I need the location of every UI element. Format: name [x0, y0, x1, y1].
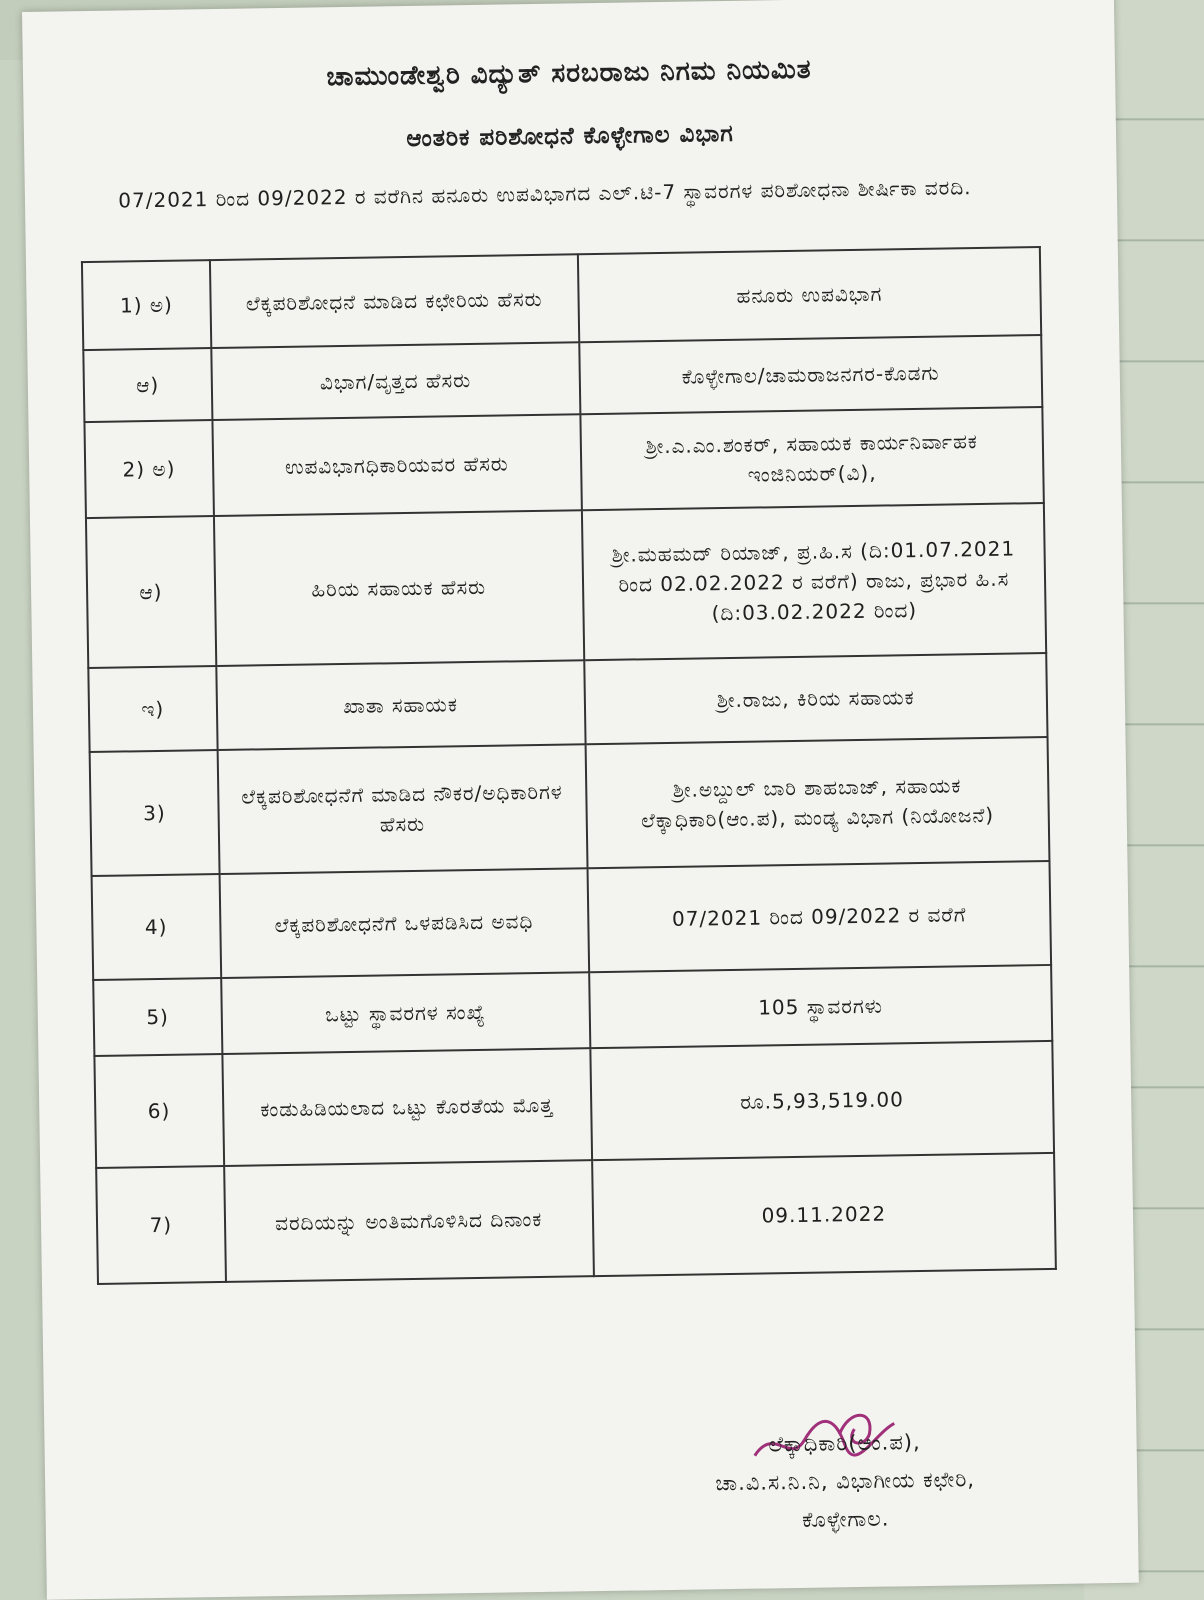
row-value: ರೂ.5,93,519.00: [590, 1041, 1054, 1160]
signatory-place: ಕೊಳ್ಳೇಗಾಲ.: [801, 1506, 890, 1532]
row-field: ಒಟ್ಟು ಸ್ಥಾವರಗಳ ಸಂಖ್ಯೆ: [221, 972, 590, 1054]
report-subtitle: 07/2021 ರಿಂದ 09/2022 ರ ವರೆಗಿನ ಹನೂರು ಉಪವಿಭಾಗದ ಎಲ್.ಟಿ-7 ಸ್ಥಾವರಗಳ ಪರಿಶೋಧನಾ ಶೀರ್ಷಿಕಾ ವರದಿ.: [118, 175, 972, 213]
signature-block: [644, 1421, 1046, 1541]
row-number: ಆ): [83, 348, 212, 422]
row-value: ಶ್ರೀ.ಅಬ್ದುಲ್ ಬಾರಿ ಶಾಹಬಾಜ್, ಸಹಾಯಕ ಲೆಕ್ಕಾಧಿಕಾರಿ(ಆಂ.ಪ), ಮಂಡ್ಯ ವಿಭಾಗ (ನಿಯೋಜನೆ): [585, 737, 1049, 868]
row-field: ಕಂಡುಹಿಡಿಯಲಾದ ಒಟ್ಟು ಕೊರತೆಯ ಮೊತ್ತ: [222, 1048, 592, 1166]
table-row: [82, 247, 1041, 350]
row-value: ಶ್ರೀ.ರಾಜು, ಕಿರಿಯ ಸಹಾಯಕ: [584, 653, 1048, 744]
row-number: 6): [94, 1054, 223, 1168]
signatory-designation: ಲೆಕ್ಕಾಧಿಕಾರಿ(ಆಂ.ಪ),: [768, 1430, 921, 1457]
row-field: ವಿಭಾಗ/ವೃತ್ತದ ಹೆಸರು: [211, 342, 580, 420]
row-field: ಖಾತಾ ಸಹಾಯಕ: [216, 660, 585, 750]
document-sheet: [22, 0, 1139, 1600]
table-row: [88, 653, 1047, 752]
row-number: ಇ): [88, 666, 217, 752]
row-value: 07/2021 ರಿಂದ 09/2022 ರ ವರೆಗೆ: [587, 861, 1051, 972]
row-field: ಲೆಕ್ಕಪರಿಶೋಧನೆ ಮಾಡಿದ ಕಛೇರಿಯ ಹೆಸರು: [210, 254, 579, 348]
row-field: ಲೆಕ್ಕಪರಿಶೋಧನೆಗೆ ಒಳಪಡಿಸಿದ ಅವಧಿ: [219, 868, 589, 978]
row-value: 105 ಸ್ಥಾವರಗಳು: [589, 965, 1052, 1048]
row-number: 3): [90, 750, 220, 876]
row-field: ವರದಿಯನ್ನು ಅಂತಿಮಗೊಳಿಸಿದ ದಿನಾಂಕ: [224, 1160, 594, 1282]
row-field: ಉಪವಿಭಾಗಧಿಕಾರಿಯವರ ಹೆಸರು: [212, 414, 582, 516]
row-value: 09.11.2022: [592, 1153, 1056, 1276]
row-value: ಶ್ರೀ.ಎ.ಎಂ.ಶಂಕರ್, ಸಹಾಯಕ ಕಾರ್ಯನಿರ್ವಾಹಕ ಇಂಜಿನಿಯರ್(ವಿ),: [580, 407, 1044, 510]
division-title: ಆಂತರಿಕ ಪರಿಶೋಧನೆ ಕೊಳ್ಳೇಗಾಲ ವಿಭಾಗ: [406, 120, 734, 152]
row-value: ಹನೂರು ಉಪವಿಭಾಗ: [578, 247, 1042, 342]
report-table: [81, 246, 1057, 1285]
table-row: [90, 737, 1050, 876]
row-number: 4): [92, 874, 221, 980]
row-field: ಹಿರಿಯ ಸಹಾಯಕ ಹೆಸರು: [214, 510, 584, 666]
row-field: ಲೆಕ್ಕಪರಿಶೋಧನೆಗೆ ಮಾಡಿದ ನೌಕರ/ಅಧಿಕಾರಿಗಳ ಹೆಸರು: [217, 744, 587, 874]
table-row: [92, 861, 1052, 980]
table-row: [84, 407, 1043, 518]
org-title: ಚಾಮುಂಡೇಶ್ವರಿ ವಿದ್ಯುತ್ ಸರಬರಾಜು ನಿಗಮ ನಿಯಮಿತ: [326, 54, 812, 93]
row-number: ಆ): [86, 516, 216, 668]
table-row: [96, 1153, 1056, 1284]
row-value: ಶ್ರೀ.ಮಹಮದ್ ರಿಯಾಜ್, ಪ್ರ.ಹಿ.ಸ (ದಿ:01.07.2021 ರಿಂದ 02.02.2022 ರ ವರೆಗೆ) ರಾಜು, ಪ್ರಭಾರ ಹಿ.ಸ (ದಿ:03.02.2022 ರಿಂದ): [582, 503, 1047, 660]
row-number: 2) ಅ): [84, 420, 213, 518]
row-value: ಕೊಳ್ಳೇಗಾಲ/ಚಾಮರಾಜನಗರ-ಕೊಡಗು: [579, 335, 1042, 414]
row-number: 5): [93, 978, 222, 1056]
row-number: 7): [96, 1166, 225, 1284]
table-row: [94, 1041, 1054, 1168]
table-row: [86, 503, 1046, 668]
signatory-office: ಚಾ.ವಿ.ಸ.ನಿ.ನಿ, ವಿಭಾಗೀಯ ಕಛೇರಿ,: [715, 1467, 976, 1496]
row-number: 1) ಅ): [82, 260, 211, 350]
